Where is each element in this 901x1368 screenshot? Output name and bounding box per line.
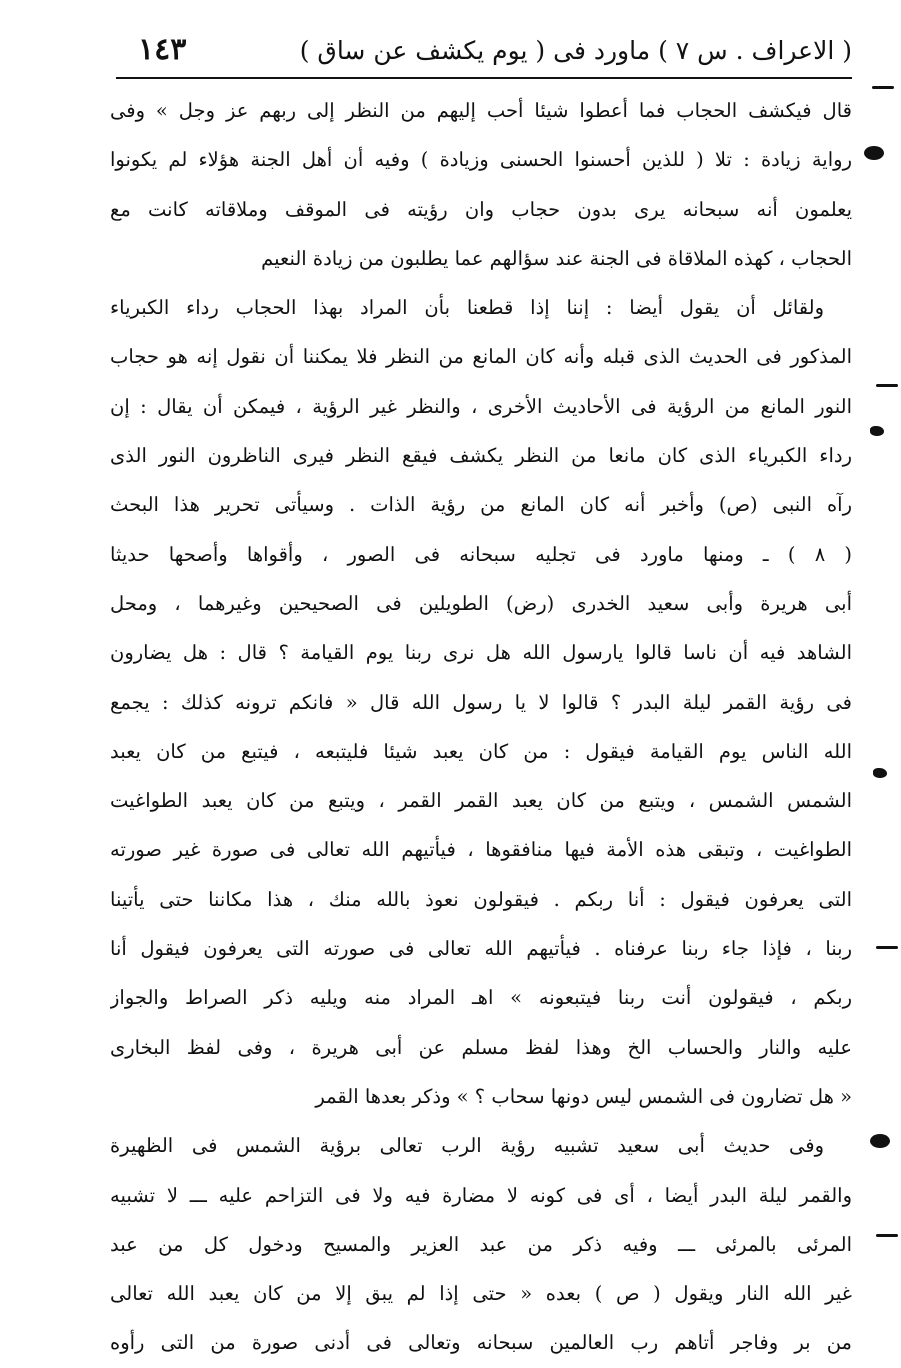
text-line: الطواغيت ، وتبقى هذه الأمة فيها منافقوها ، فيأتيهم الله تعالى فى صورة غير صورته [110, 838, 852, 862]
text-line: رآه النبى (ص) وأخبر أنه كان المانع من رؤية الذات . وسيأتى تحرير هذا البحث [110, 493, 852, 517]
page-number: ١٤٣ [138, 32, 187, 67]
text-line: الشمس الشمس ، ويتبع من كان يعبد القمر القمر ، ويتبع من كان يعبد الطواغيت [110, 789, 852, 813]
text-line: فى رؤية القمر ليلة البدر ؟ قالوا لا يا رسول الله قال « فانكم ترونه كذلك : يجمع [110, 690, 852, 714]
text-line: ولقائل أن يقول أيضا : إننا إذا قطعنا بأن المراد بهذا الحجاب رداء الكبرياء [110, 296, 824, 320]
text-line: وفى حديث أبى سعيد تشبيه رؤية الرب تعالى برؤية الشمس فى الظهيرة [110, 1134, 824, 1158]
margin-ink-blot [870, 1134, 890, 1148]
margin-ink-blot [870, 426, 884, 436]
text-line: من بر وفاجر أتاهم رب العالمين سبحانه وتعالى فى أدنى صورة من التى رأوه [110, 1331, 852, 1355]
text-line: ربنا ، فإذا جاء ربنا عرفناه . فيأتيهم الله تعالى فى صورته التى يعرفون فيقول أنا [110, 937, 852, 961]
text-line: ربكم ، فيقولون أنت ربنا فيتبعونه » اهـ المراد منه ويليه ذكر الصراط والجواز [110, 986, 852, 1010]
text-line: الشاهد فيه أن ناسا قالوا يارسول الله هل نرى ربنا يوم القيامة ؟ قال : هل يضارون [110, 641, 852, 665]
margin-ink-blot [864, 146, 884, 160]
text-line: ( ٨ ) ـ ومنها ماورد فى تجليه سبحانه فى الصور ، وأقواها وأصحها حديثا [110, 542, 852, 566]
text-line: التى يعرفون فيقول : أنا ربكم . فيقولون نعوذ بالله منك ، هذا مكاننا حتى يأتينا [110, 887, 852, 911]
text-line: « هل تضارون فى الشمس ليس دونها سحاب ؟ » وذكر بعدها القمر [315, 1084, 852, 1108]
text-line: قال فيكشف الحجاب فما أعطوا شيئا أحب إليهم من النظر إلى ربهم عز وجل » وفى [110, 99, 852, 122]
text-line: المرئى بالمرئى ـــ وفيه ذكر من عبد العزير والمسيح ودخول كل من عبد [110, 1232, 852, 1256]
margin-ink-mark [872, 86, 894, 89]
margin-ink-mark [876, 946, 898, 949]
margin-ink-mark [876, 1234, 898, 1237]
page-header [116, 30, 852, 74]
text-line: رواية زيادة : تلا ( للذين أحسنوا الحسنى وزيادة ) وفيه أن أهل الجنة هؤلاء لم يكونوا [110, 148, 852, 172]
text-line: أبى هريرة وأبى سعيد الخدرى (رض) الطويلين فى الصحيحين وغيرهما ، ومحل [110, 591, 852, 615]
body-text [110, 86, 852, 1368]
running-title: ( الاعراف . س ٧ ) ماورد فى ( يوم يكشف عن ساق ) [299, 36, 852, 65]
text-line: الله الناس يوم القيامة فيقول : من كان يعبد شيئا فليتبعه ، فيتبع من كان يعبد [110, 739, 852, 763]
text-line: غير الله النار ويقول ( ص ) بعده « حتى إذا لم يبق إلا من كان يعبد الله تعالى [110, 1282, 852, 1306]
header-rule [116, 77, 852, 79]
text-line: يعلمون أنه سبحانه يرى بدون حجاب وان رؤيته فى الموقف وملاقاته كانت مع [110, 197, 852, 221]
text-line: والقمر ليلة البدر أيضا ، أى فى كونه لا مضارة فيه ولا فى التزاحم عليه ـــ لا تشبيه [110, 1183, 852, 1207]
text-line: المذكور فى الحديث الذى قبله وأنه كان المانع من النظر فلا يمكننا أن نقول إنه هو حجاب [110, 345, 852, 369]
text-line: النور المانع من الرؤية فى الأحاديث الأخرى ، والنظر غير الرؤية ، فيمكن أن يقال : إن [110, 394, 852, 418]
text-line: رداء الكبرياء الذى كان مانعا من النظر يكشف فيقع النظر فيرى الناظرون النور الذى [110, 444, 852, 468]
margin-ink-mark [876, 384, 898, 387]
text-line: عليه والنار والحساب الخ وهذا لفظ مسلم عن أبى هريرة ، وفى لفظ البخارى [110, 1035, 852, 1059]
text-line: الحجاب ، كهذه الملاقاة فى الجنة عند سؤالهم عما يطلبون من زيادة النعيم [261, 246, 852, 270]
margin-ink-blot [873, 768, 887, 778]
